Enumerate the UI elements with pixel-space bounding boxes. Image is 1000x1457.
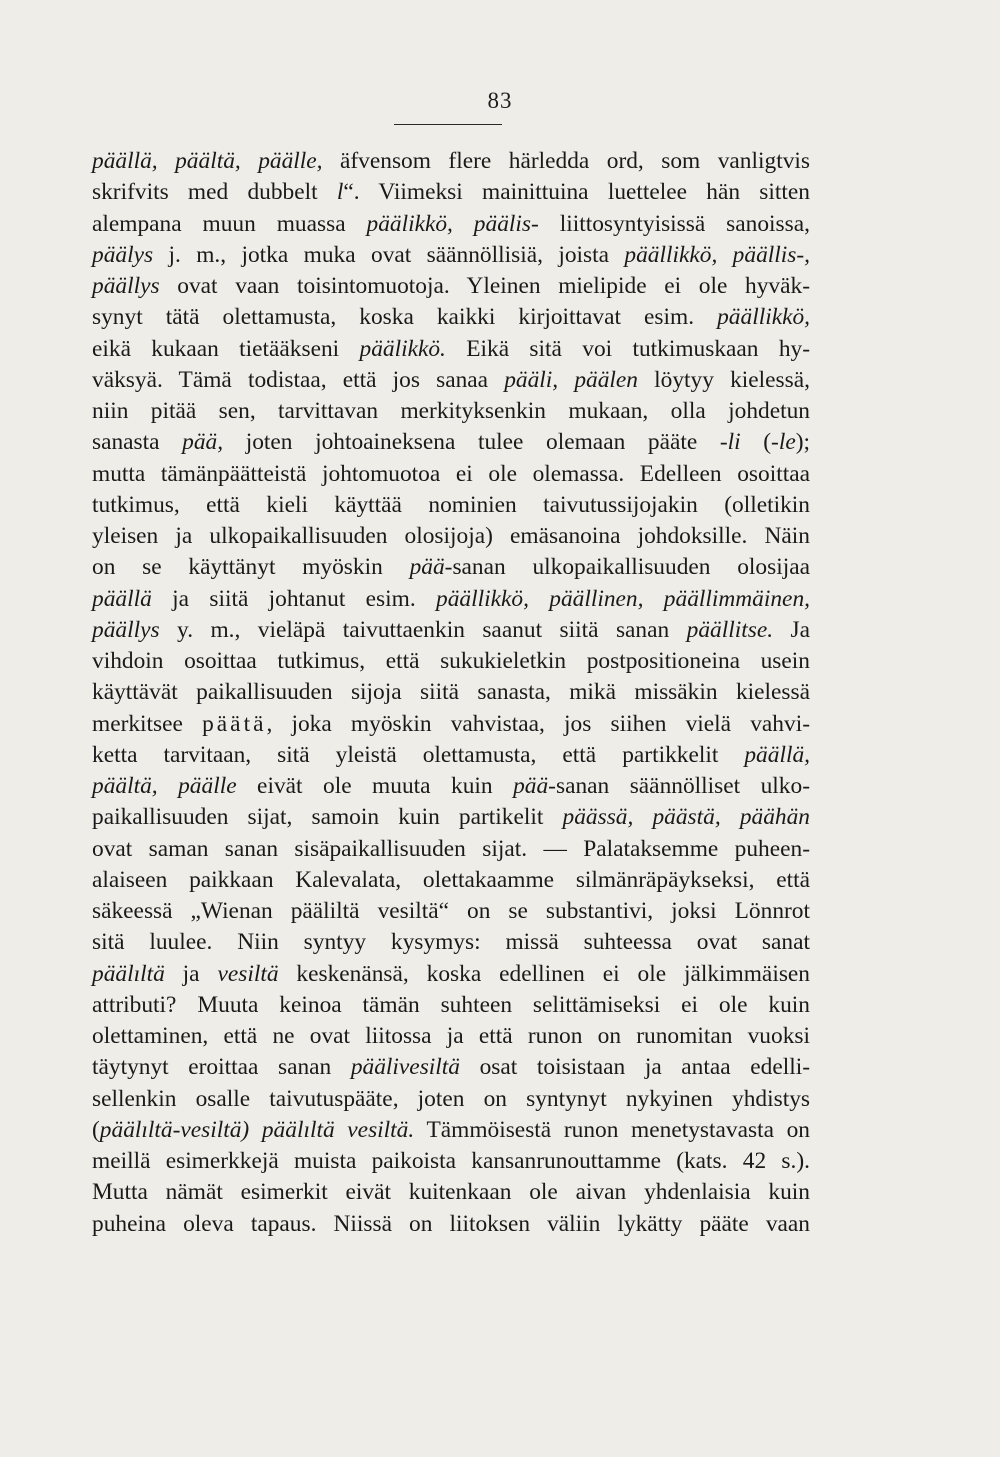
text-run: Eikä sitä voi tutkimuskaan hy- (445, 335, 811, 362)
text-run: , joka myöskin vahvistaa, jos siihen vielä vahvi- (266, 710, 810, 737)
italic-term: päällä (92, 585, 152, 612)
text-line (92, 615, 810, 646)
text-line (92, 740, 810, 771)
text-run: ( (92, 1116, 100, 1143)
italic-term: -li (719, 429, 741, 456)
text-run: paikallisuuden sijat, samoin kuin partikelit (92, 804, 563, 831)
text-run: synyt tätä olettamusta, koska kaikki kirjoittavat esim. (92, 304, 718, 331)
italic-term: pää, (182, 429, 224, 456)
italic-term: l (336, 179, 344, 206)
text-run: j. m., jotka muka ovat säännöllisiä, joista (153, 241, 625, 268)
text-run: täytynyt eroittaa sanan (92, 1054, 351, 1081)
italic-term: päällä, päältä, päälle, (92, 148, 323, 174)
text-run: alempana muun muassa (92, 210, 367, 237)
text-line (92, 1052, 810, 1083)
italic-term: päälıltä (92, 960, 165, 987)
text-run: yleisen ja ulkopaikallisuuden olosijoja) emäsanoina johdoksille. Näin (92, 523, 810, 549)
text-line (92, 146, 810, 177)
text-line (92, 365, 810, 396)
text-run: keskenänsä, koska edellinen ei ole jälkimmäisen (278, 960, 810, 987)
text-run: sanasta (92, 429, 183, 456)
italic-term: pää (513, 773, 549, 799)
text-run: mutta tämänpäätteistä johtomuotoa ei ole olemassa. Edelleen osoittaa (92, 460, 810, 487)
text-line (92, 834, 810, 865)
text-run: ja siitä johtanut esim. (151, 585, 437, 612)
text-run: ketta tarvitaan, sitä yleistä olettamusta, että partikkelit (92, 741, 745, 768)
body-text (92, 146, 810, 1240)
italic-term: päälys (92, 241, 154, 268)
text-run: vihdoin osoittaa tutkimus, että sukukieletkin postpositioneina usein (92, 648, 810, 674)
text-run: eivät ole muuta kuin (236, 773, 514, 799)
italic-term: päällys (92, 273, 160, 299)
text-run: liittosyntyisissä sanoissa, (538, 210, 810, 237)
text-line (92, 771, 810, 802)
text-line (92, 677, 810, 708)
italic-term: päässä, päästä, päähän (562, 804, 810, 831)
text-line (92, 802, 810, 833)
text-run: joten johtoaineksena tulee olemaan pääte (223, 429, 720, 456)
italic-term: päälikkö. (359, 335, 446, 362)
italic-term: päällys (92, 616, 160, 643)
italic-term: päällikkö, (717, 304, 810, 331)
text-line (92, 271, 810, 302)
italic-term: päällikkö, päällinen, päällimmäinen, (436, 585, 810, 612)
italic-term: päällitse. (686, 616, 774, 643)
text-run: sitä luulee. Niin syntyy kysymys: missä suhteessa ovat sanat (92, 929, 810, 956)
text-run: väksyä. Tämä todistaa, että jos sanaa (92, 366, 505, 393)
text-run: -sanan säännölliset ulko- (548, 773, 810, 799)
text-run: Ja (773, 616, 810, 643)
text-line (92, 490, 810, 521)
text-run: on se käyttänyt myöskin (92, 554, 410, 581)
italic-term: -le (771, 429, 796, 456)
text-run: löytyy kielessä, (637, 366, 810, 393)
text-run: “. Viimeksi mainittuina luettelee hän sitten (343, 179, 810, 206)
text-line (92, 459, 810, 490)
text-line (92, 302, 810, 333)
text-run: äfvensom flere härledda ord, som vanligtvis (322, 148, 810, 174)
text-line (92, 209, 810, 240)
spaced-term: päätä (202, 710, 267, 737)
text-line (92, 334, 810, 365)
text-line (92, 646, 810, 677)
text-line (92, 521, 810, 552)
text-run: ); (795, 429, 810, 456)
text-run: meillä esimerkkejä muista paikoista kansanrunouttamme (kats. 42 s.). (92, 1148, 810, 1174)
italic-term: päälivesiltä (350, 1054, 460, 1081)
text-line (92, 240, 810, 271)
text-run: ja (164, 960, 218, 987)
text-line (92, 896, 810, 927)
text-run: puheina oleva tapaus. Niissä on liitoksen väliin lykätty pääte vaan (92, 1210, 810, 1237)
text-run: y. m., vieläpä taivuttaenkin saanut siitä sanan (159, 616, 687, 643)
text-run: Tämmöisestä runon menetystavasta on (414, 1116, 810, 1143)
text-line (92, 1209, 810, 1240)
page-number: 83 (487, 88, 513, 113)
text-run: -sanan ulkopaikallisuuden olosijaa (444, 554, 810, 581)
text-run: ovat vaan toisintomuotoja. Yleinen mielipide ei ole hyväk- (159, 273, 810, 299)
text-line (92, 1146, 810, 1177)
text-line (92, 1115, 810, 1146)
text-run: eikä kukaan tietääkseni (92, 335, 360, 362)
text-line (92, 865, 810, 896)
text-run: säkeessä „Wienan pääliltä vesiltä“ on se substantivi, joksi Lönnrot (92, 898, 810, 924)
text-line (92, 1177, 810, 1208)
text-run: niin pitää sen, tarvittavan merkityksenkin mukaan, olla johdetun (92, 398, 810, 424)
text-line (92, 1021, 810, 1052)
text-run: tutkimus, että kieli käyttää nominien taivutussijojakin (olletikin (92, 491, 810, 518)
text-run: ( (740, 429, 772, 456)
page-number-rule (394, 124, 502, 125)
italic-term: pää (409, 554, 445, 581)
text-run: osat toisistaan ja antaa edelli- (460, 1054, 810, 1081)
text-line (92, 427, 810, 458)
italic-term: vesiltä (217, 960, 279, 987)
text-run: skrifvits med dubbelt (92, 179, 337, 206)
text-run: attributi? Muuta keinoa tämän suhteen selittämiseksi ei ole kuin (92, 991, 810, 1018)
text-run: käyttävät paikallisuuden sijoja siitä sanasta, mikä missäkin kielessä (92, 679, 810, 706)
text-run: olettaminen, että ne ovat liitossa ja että runon on runomitan vuoksi (92, 1023, 810, 1049)
text-line (92, 1084, 810, 1115)
text-line (92, 709, 810, 740)
text-run: merkitsee (92, 710, 203, 737)
text-line (92, 584, 810, 615)
text-line (92, 177, 810, 208)
italic-term: päällä, (744, 741, 810, 768)
italic-term: päällikkö, päällis-, (624, 241, 811, 268)
text-line (92, 959, 810, 990)
text-line (92, 552, 810, 583)
italic-term: pääli, päälen (504, 366, 638, 393)
text-line (92, 396, 810, 427)
text-run: sellenkin osalle taivutuspääte, joten on syntynyt nykyinen yhdistys (92, 1085, 810, 1112)
italic-term: päältä, päälle (92, 773, 237, 799)
text-run: Mutta nämät esimerkit eivät kuitenkaan ole aivan yhdenlaisia kuin (92, 1179, 810, 1206)
text-line (92, 990, 810, 1021)
italic-term: päälıltä-vesiltä) päälıltä vesiltä. (99, 1116, 415, 1143)
text-line (92, 927, 810, 958)
italic-term: päälikkö, päälis- (366, 210, 539, 237)
text-run: alaiseen paikkaan Kalevalata, olettakaamme silmänräpäykseksi, että (92, 866, 810, 893)
text-run: ovat saman sanan sisäpaikallisuuden sijat. — Palataksemme puheen- (92, 835, 810, 862)
